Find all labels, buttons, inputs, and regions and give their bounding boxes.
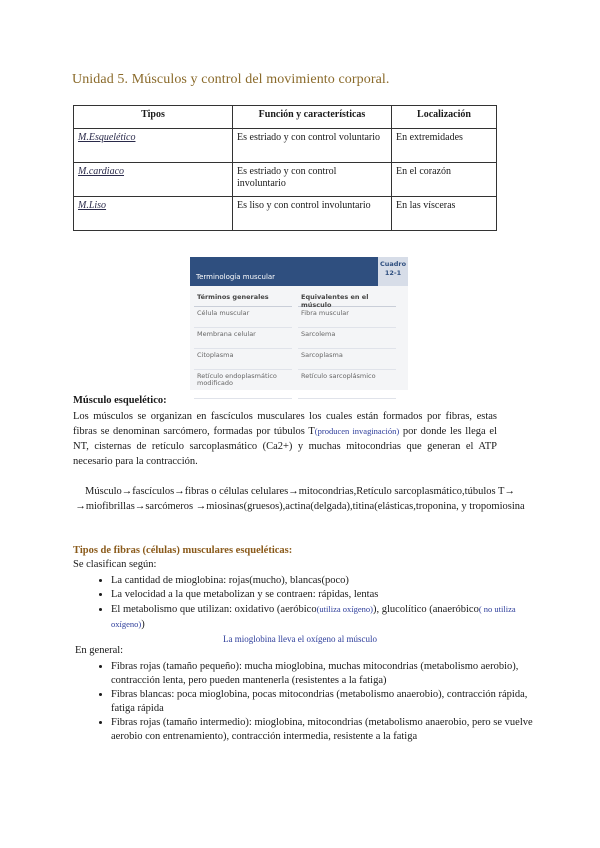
col1-cell: Célula muscular xyxy=(194,307,292,328)
row-tipo: M.Esquelético xyxy=(74,129,233,163)
p1-note: (producen invaginación) xyxy=(314,426,400,436)
list-item: • La velocidad a la que metabolizan y se contraen: rápidas, lentas xyxy=(111,588,535,602)
item3-note2: ( no utiliza oxígeno) xyxy=(111,604,516,629)
terms-general-column xyxy=(194,291,292,399)
row-funcion: Es liso y con control involuntario xyxy=(233,197,392,231)
item3-b: ), glucolítico (anaeróbico xyxy=(373,604,479,615)
list-item: • Fibras blancas: poca mioglobina, pocas mitocondrias (metabolismo anaerobio), contracción rápida, fatiga rápida xyxy=(111,688,535,716)
col2-cell: Retículo sarcoplásmico xyxy=(298,370,396,399)
header-funcion: Función y características xyxy=(233,106,392,129)
list-item xyxy=(111,602,535,632)
cuadro-word: Cuadro xyxy=(379,260,407,268)
item3-a: El metabolismo que utilizan: oxidativo (aeróbico xyxy=(111,604,317,615)
p1-text-a: Los músculos se organizan en fascículos musculares los cuales están formados por fibras, estas fibras se denominan sarcómero, formadas por túbulos T xyxy=(73,411,497,437)
tipos-intro: Se clasifican según: xyxy=(73,559,157,570)
col1-cell: Membrana celular xyxy=(194,328,292,349)
row-tipo: M.cardiaco xyxy=(74,163,233,197)
list-item: • Fibras rojas (tamaño intermedio): mioglobina, mitocondrias (metabolismo anaerobio, pero se vuelve aerobio con entrenamiento), contracción intermedia, resistente a la fatiga xyxy=(111,716,535,744)
terms-muscle-column xyxy=(298,291,396,399)
terminology-header xyxy=(190,257,408,286)
header-tipos: Tipos xyxy=(74,106,233,129)
musculo-paragraph xyxy=(73,409,497,469)
item3-c: ) xyxy=(141,619,145,630)
table-row xyxy=(74,197,497,231)
col1-header: Términos generales xyxy=(194,291,292,307)
musculo-heading: Músculo esquelético: xyxy=(73,395,167,406)
col2-header: Equivalentes en el músculo xyxy=(298,291,396,307)
p1-text-b: por donde les llega el NT, cisternas de retículo sarcoplasmático (Ca2+) y muchas mitocondrias que generan el ATP necesario para la contracción. xyxy=(73,426,497,467)
chain-text: Músculo→fascículos→fibras o células celulares→mitocondrias,Retículo sarcoplasmático,túbulos T→ →miofibrillas→sarcómeros →miosinas(gruesos),actina(delgada),titina(elásticas,troponina, y tropomiosina xyxy=(75,486,525,512)
row-tipo: M.Liso xyxy=(74,197,233,231)
col2-cell: Sarcolema xyxy=(298,328,396,349)
row-localizacion: En el corazón xyxy=(392,163,497,197)
mioglobina-note: La mioglobina lleva el oxígeno al músculo xyxy=(223,634,377,644)
item3-note1: (utiliza oxígeno) xyxy=(316,604,373,614)
tipos-list xyxy=(73,574,535,632)
col2-cell: Fibra muscular xyxy=(298,307,396,328)
general-heading: En general: xyxy=(75,645,124,656)
col1-cell: Citoplasma xyxy=(194,349,292,370)
terminology-box xyxy=(190,257,408,390)
table-row xyxy=(74,163,497,197)
row-funcion: Es estriado y con control involuntario xyxy=(233,163,392,197)
list-item: • Fibras rojas (tamaño pequeño): mucha mioglobina, muchas mitocondrias (metabolismo aerobio), contracción lenta, pero pueden mantenerla (resistentes a la fatiga) xyxy=(111,660,535,688)
muscle-types-table xyxy=(73,105,497,231)
page-title: Unidad 5. Músculos y control del movimiento corporal. xyxy=(72,72,390,87)
general-list xyxy=(73,660,535,744)
row-funcion: Es estriado y con control voluntario xyxy=(233,129,392,163)
cuadro-label xyxy=(378,257,408,286)
tipos-heading: Tipos de fibras (células) musculares esqueléticas: xyxy=(73,545,293,556)
terminology-title: Terminología muscular xyxy=(196,273,276,281)
table-row xyxy=(74,129,497,163)
cuadro-number: 12-1 xyxy=(384,269,402,277)
list-item: • La cantidad de mioglobina: rojas(mucho), blancas(poco) xyxy=(111,574,535,588)
table-header-row xyxy=(74,106,497,129)
row-localizacion: En las vísceras xyxy=(392,197,497,231)
header-localizacion: Localización xyxy=(392,106,497,129)
col2-cell: Sarcoplasma xyxy=(298,349,396,370)
row-localizacion: En extremidades xyxy=(392,129,497,163)
col1-cell: Retículo endoplasmático modificado xyxy=(194,370,292,399)
